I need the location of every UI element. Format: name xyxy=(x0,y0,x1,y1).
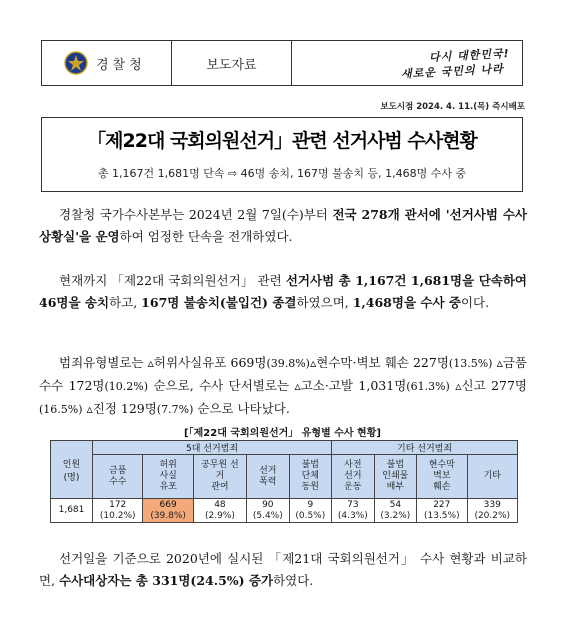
slogan-line-1: 다시 대한민국! xyxy=(429,46,511,65)
paragraph-1 xyxy=(39,204,527,248)
total-cell: 1,681 xyxy=(51,499,93,523)
p3-pct-b: (13.5%) xyxy=(448,357,493,370)
p3-pct-e: (16.5%) xyxy=(39,403,83,416)
cell-count: 54 xyxy=(389,499,402,510)
slogan-line-2: 새로운 국민의 나라 xyxy=(401,62,505,81)
column-header: 선거 폭력 xyxy=(247,455,290,499)
p2-text-b: 선거사범 총 1,167건 1,681명을 단속하여 46명을 송치 xyxy=(39,273,527,310)
cell-count: 73 xyxy=(347,499,359,510)
group-other-crimes: 기타 선거범죄 xyxy=(332,441,518,455)
group-five-crimes: 5대 선거범죄 xyxy=(93,441,332,455)
value-cell xyxy=(467,499,517,523)
paragraph-4 xyxy=(39,548,527,592)
cell-count: 48 xyxy=(214,499,226,510)
p3-text-d: 순으로, 수사 단서별로는 ▵고소·고발 1,031명 xyxy=(148,378,407,393)
police-emblem-icon xyxy=(64,51,88,75)
p4-text-a: 선거일을 기준으로 2020년에 실시된 「제21대 국회의원선거」 수사 현황과 비교하면, xyxy=(39,551,527,588)
cell-percent: (39.8%) xyxy=(150,510,186,521)
column-header: 기타 xyxy=(467,455,517,499)
cell-percent: (4.3%) xyxy=(337,510,368,521)
p1-text-c: 하여 엄정한 단속을 전개하였다. xyxy=(119,229,293,244)
cell-percent: (3.2%) xyxy=(380,510,411,521)
release-info: 보도시점 2024. 4. 11.(목) 즉시배포 xyxy=(380,102,525,112)
value-cell xyxy=(247,499,290,523)
cell-percent: (13.5%) xyxy=(423,510,460,521)
cell-percent: (2.9%) xyxy=(204,510,235,521)
table-title: [「제22대 국회의원선거」 유형별 수사 현황] xyxy=(184,428,381,439)
column-header: 사전 선거 운동 xyxy=(332,455,375,499)
column-header: 현수막 벽보 훼손 xyxy=(417,455,467,499)
p1-text-b: 전국 278개 관서에 '선거사범 수사상황실'을 운영 xyxy=(39,207,527,244)
column-header: 허위 사실 유포 xyxy=(143,455,193,499)
cell-count: 227 xyxy=(433,499,451,510)
cell-count: 90 xyxy=(262,499,274,510)
p3-text-g: 순으로 나타났다. xyxy=(193,401,290,416)
page-title: 「제22대 국회의원선거」관련 선거사범 수사현황 xyxy=(87,130,477,152)
value-cell xyxy=(374,499,417,523)
cell-count: 172 xyxy=(109,499,127,510)
cell-count: 669 xyxy=(159,499,177,510)
p3-pct-a: (39.8%) xyxy=(266,357,310,370)
p2-text-f: 1,468명을 수사 중 xyxy=(352,295,461,310)
p2-text-e: 하였으며, xyxy=(296,295,353,310)
cell-count: 9 xyxy=(307,499,314,510)
column-header: 금품 수수 xyxy=(93,455,143,499)
p3-pct-c: (10.2%) xyxy=(104,380,149,393)
page-subtitle: 총 1,167건 1,681명 단속 ⇨ 46명 송치, 167명 불송치 등, 1,468명 수사 중 xyxy=(97,167,467,180)
column-header: 공무원 선 거 관여 xyxy=(193,455,246,499)
agency-name: 경찰청 xyxy=(96,57,146,73)
column-header: 불법 단체 동원 xyxy=(289,455,332,499)
paragraph-2 xyxy=(39,270,527,314)
stats-table xyxy=(50,440,518,523)
header-box xyxy=(41,40,523,86)
p2-text-a: 현재까지 「제22대 국회의원선거」 관련 xyxy=(59,273,286,288)
slogan xyxy=(292,41,522,85)
p3-text-f: ▵진정 129명 xyxy=(82,401,157,416)
value-cell xyxy=(417,499,467,523)
column-header: 불법 인쇄물 배부 xyxy=(374,455,417,499)
value-cell xyxy=(93,499,143,523)
row-header xyxy=(51,441,93,499)
agency-logo-cell xyxy=(42,41,172,85)
p3-text-c: ▵금품수수 172명 xyxy=(39,355,527,393)
value-cell xyxy=(143,499,193,523)
cell-percent: (0.5%) xyxy=(295,510,326,521)
p3-pct-f: (7.7%) xyxy=(156,403,194,416)
p3-text-e: ▵신고 277명 xyxy=(449,378,528,393)
paragraph-3 xyxy=(39,352,527,421)
p2-text-g: 이다. xyxy=(460,295,490,310)
p4-text-b: 수사대상자는 총 331명(24.5%) 증가 xyxy=(59,573,274,588)
p2-text-d: 167명 불송치(불입건) 종결 xyxy=(141,295,297,310)
cell-percent: (10.2%) xyxy=(99,510,136,521)
doc-type: 보도자료 xyxy=(172,41,292,85)
p3-text-b: ▵현수막·벽보 훼손 227명 xyxy=(309,355,449,370)
p3-text-a: 범죄유형별로는 ▵허위사실유포 669명 xyxy=(59,355,267,370)
cell-percent: (5.4%) xyxy=(252,510,283,521)
row-header-label: 인원 (명) xyxy=(62,459,81,483)
cell-count: 339 xyxy=(483,499,501,510)
value-cell xyxy=(193,499,246,523)
p1-text-a: 경찰청 국가수사본부는 2024년 2월 7일(수)부터 xyxy=(59,207,333,222)
p2-text-c: 하고, xyxy=(109,295,142,310)
p3-pct-d: (61.3%) xyxy=(406,380,450,393)
title-box xyxy=(41,117,523,192)
p4-text-c: 하였다. xyxy=(273,573,314,588)
value-cell xyxy=(332,499,375,523)
value-cell xyxy=(289,499,332,523)
cell-percent: (20.2%) xyxy=(474,510,511,521)
